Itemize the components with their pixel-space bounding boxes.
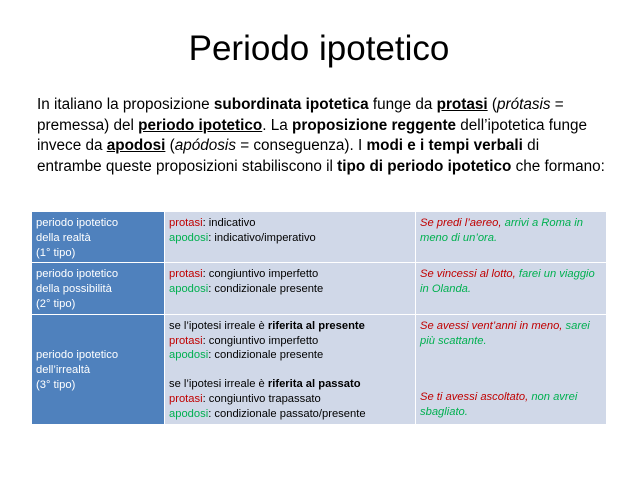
type-cell <box>32 212 165 263</box>
protasi-label: protasi <box>169 268 203 281</box>
type-line: della realtà <box>36 231 91 244</box>
intro-text: che formano: <box>511 157 605 175</box>
protasi-label: protasi <box>169 392 203 405</box>
type-line: (1° tipo) <box>36 246 76 259</box>
intro-underlined: periodo ipotetico <box>138 116 263 134</box>
intro-text: = conseguenza). I <box>235 137 367 154</box>
example-protasi: Se predi l’aereo, <box>420 217 505 229</box>
protasi-text: : congiuntivo trapassato <box>202 392 321 405</box>
intro-text: . La <box>262 116 293 134</box>
modes-cell <box>165 212 416 263</box>
example-apodosi: sarei più scattante. <box>420 319 590 347</box>
type-line: periodo ipotetico <box>36 217 119 229</box>
apodosi-label: apodosi <box>169 231 209 244</box>
apodosi-text: : indicativo/imperativo <box>208 231 316 244</box>
type-line: della possibilità <box>36 283 112 296</box>
intro-bold: subordinata ipotetica <box>213 96 369 113</box>
modes-cell <box>165 314 416 424</box>
example-apodosi: arrivi a Roma in meno di un’ora. <box>420 217 583 244</box>
type-cell <box>32 314 165 424</box>
intro-text: In italiano la proposizione <box>37 96 214 113</box>
example-cell <box>416 212 607 263</box>
intro-text: dell’ipotetica funge invece da <box>37 116 588 154</box>
protasi-label: protasi <box>169 217 203 229</box>
protasi-label: protasi <box>169 334 203 347</box>
example-apodosi: farei un viaggio in Olanda. <box>420 268 595 296</box>
protasi-text: : congiuntivo imperfetto <box>202 334 319 347</box>
example-protasi: Se vincessi al lotto, <box>420 268 519 281</box>
intro-text: di entrambe queste proposizioni stabiliscono il <box>37 137 540 175</box>
example-cell <box>416 263 607 314</box>
sub-intro: se l’ipotesi irreale è <box>169 378 268 391</box>
type-line: (2° tipo) <box>36 297 76 310</box>
intro-underlined: protasi <box>436 96 488 113</box>
intro-italic: prótasis <box>496 96 551 113</box>
type-line: periodo ipotetico <box>36 348 119 361</box>
apodosi-label: apodosi <box>169 349 209 362</box>
table-row <box>32 263 607 314</box>
apodosi-text: : condizionale presente <box>208 283 324 296</box>
intro-text: = premessa) del <box>37 96 564 134</box>
sub-bold: riferita al presente <box>267 319 365 332</box>
protasi-text: : congiuntivo imperfetto <box>202 268 319 281</box>
intro-underlined: apodosi <box>106 137 166 154</box>
intro-bold: modi e i tempi verbali <box>366 137 523 154</box>
modes-cell <box>165 263 416 314</box>
sub-bold: riferita al passato <box>267 378 361 391</box>
apodosi-label: apodosi <box>169 283 209 296</box>
page-title: Periodo ipotetico <box>188 29 450 68</box>
apodosi-label: apodosi <box>169 407 209 420</box>
periodo-table <box>31 211 607 425</box>
sub-intro: se l’ipotesi irreale è <box>169 319 268 332</box>
example-protasi: Se ti avessi ascoltato, <box>420 391 532 404</box>
type-line: (3° tipo) <box>36 378 76 391</box>
intro-text: ( <box>487 96 497 113</box>
type-cell <box>32 263 165 314</box>
apodosi-text: : condizionale passato/presente <box>208 407 366 420</box>
intro-italic: apódosis <box>174 137 236 154</box>
table-row <box>32 212 607 263</box>
intro-bold: tipo di periodo ipotetico <box>337 157 512 175</box>
table-row <box>32 314 607 424</box>
example-protasi: Se avessi vent’anni in meno, <box>420 319 566 332</box>
intro-bold: proposizione reggente <box>292 116 457 134</box>
apodosi-text: : condizionale presente <box>208 349 324 362</box>
type-line: periodo ipotetico <box>36 268 119 281</box>
intro-paragraph <box>37 95 607 177</box>
intro-text: ( <box>165 137 175 154</box>
protasi-text: : indicativo <box>202 217 256 229</box>
example-apodosi: non avrei sbagliato. <box>420 391 578 419</box>
example-cell <box>416 314 607 424</box>
type-line: dell’irrealtà <box>36 363 91 376</box>
intro-text: funge da <box>368 96 437 113</box>
